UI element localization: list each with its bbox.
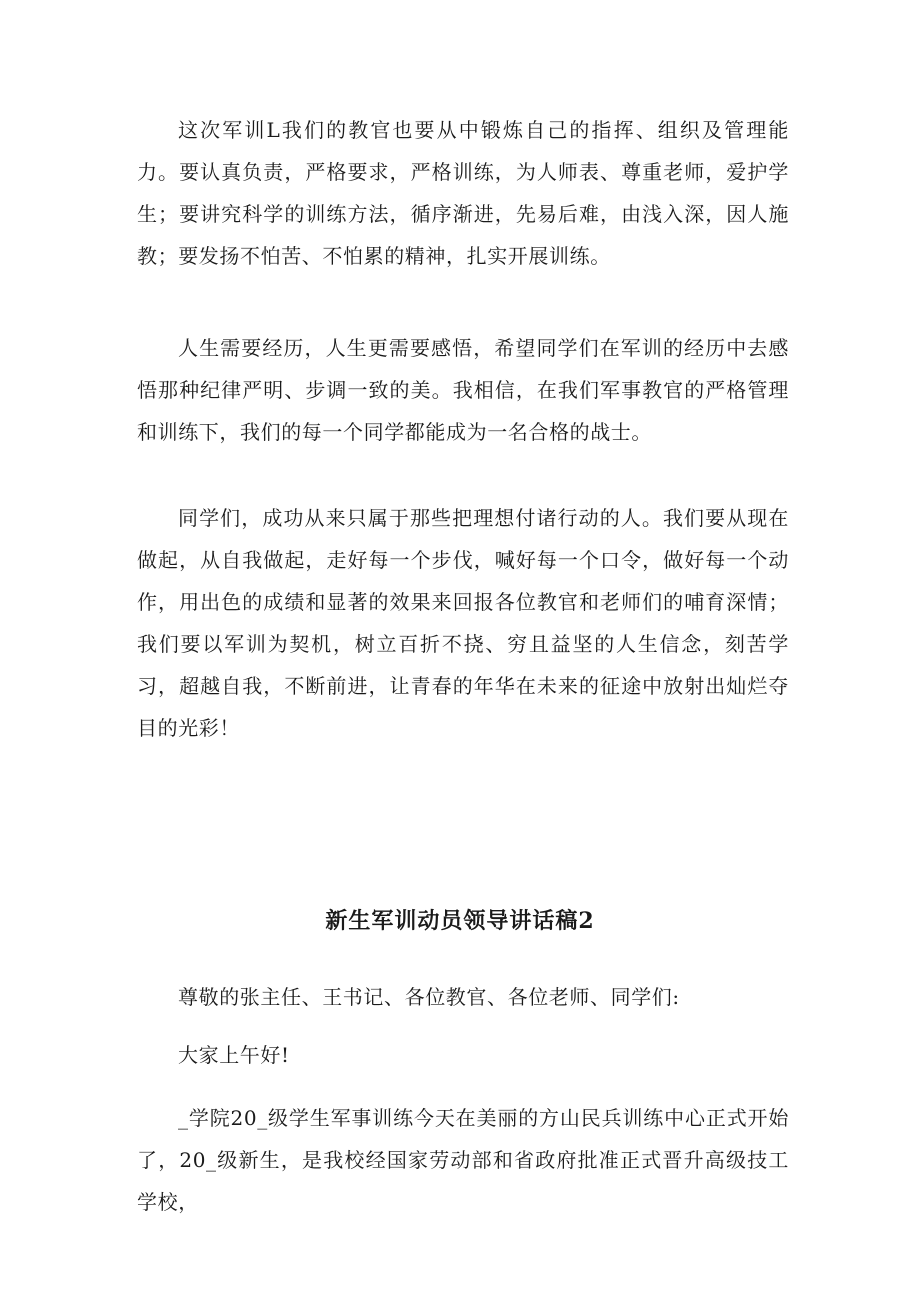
body-paragraph: 同学们，成功从来只属于那些把理想付诸行动的人。我们要从现在做起，从自我做起，走好每一个步伐，喊好每一个口令，做好每一个动作，用出色的成绩和显著的效果来回报各位教官和老师们的哺育深情；我们要以军训为契机，树立百折不挠、穷且益坚的人生信念，刻苦学习，超越自我，不断前进，让青春的年华在未来的征途中放射出灿烂夺目的光彩！ <box>137 506 789 740</box>
section-title: 新生军训动员领导讲话稿2 <box>325 908 595 934</box>
body-paragraph: _学院20_级学生军事训练今天在美丽的方山民兵训练中心正式开始了，20_级新生，是我校经国家劳动部和省政府批准正式晋升高级技工学校， <box>137 1106 789 1214</box>
body-paragraph: 这次军训L我们的教官也要从中锻炼自己的指挥、组织及管理能力。要认真负责，严格要求，严格训练，为人师表、尊重老师，爱护学生；要讲究科学的训练方法，循序渐进，先易后难，由浅入深，因人施教；要发扬不怕苦、不怕累的精神，扎实开展训练。 <box>137 118 789 268</box>
greeting-line: 大家上午好! <box>178 1043 290 1067</box>
salutation-line: 尊敬的张主任、王书记、各位教官、各位老师、同学们: <box>178 985 680 1009</box>
body-paragraph: 人生需要经历，人生更需要感悟，希望同学们在军训的经历中去感悟那种纪律严明、步调一致的美。我相信，在我们军事教官的严格管理和训练下，我们的每一个同学都能成为一名合格的战士。 <box>137 336 789 444</box>
